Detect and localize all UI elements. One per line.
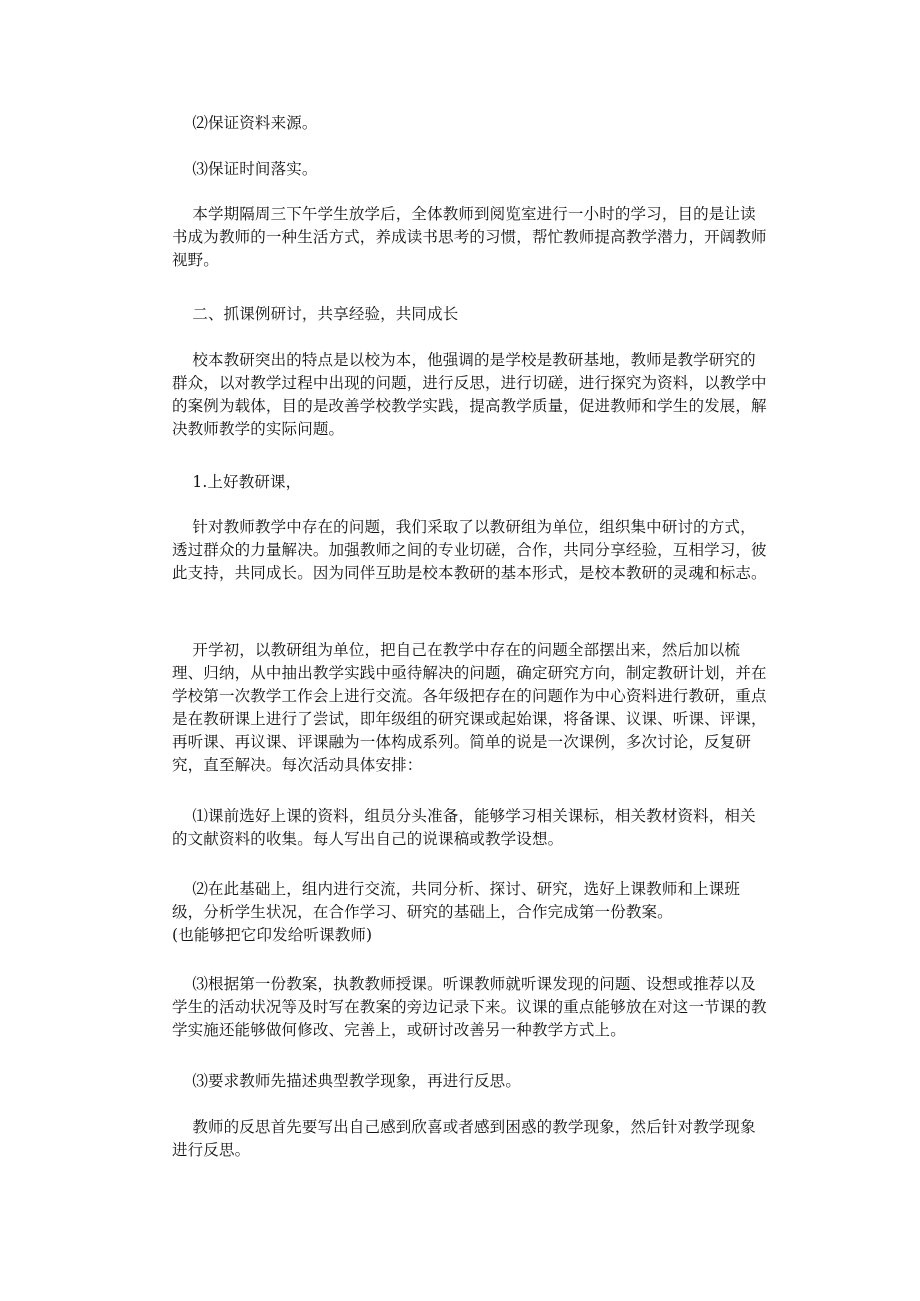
paragraph-time-guarantee: ⑶保证时间落实。	[172, 160, 318, 178]
subheading-research-lesson: 1.上好教研课，	[172, 473, 302, 491]
paragraph-group-discussion: 针对教师教学中存在的问题，我们采取了以教研组为单位，组织集中研讨的方式，透过群众的力量解决。加强教师之间的专业切磋，合作，共同分享经验，互相学习，彼此支持，共同成长。因为同伴互助是校本教研的基本形式，是校本教研的灵魂和标志。	[172, 518, 767, 582]
paragraph-reading-schedule: 本学期隔周三下午学生放学后，全体教师到阅览室进行一小时的学习，目的是让读书成为教师的一种生活方式，养成读书思考的习惯，帮忙教师提高教学潜力，开阔教师视野。	[172, 205, 767, 269]
paragraph-reflection-requirement: ⑶要求教师先描述典型教学现象，再进行反思。	[172, 1072, 521, 1090]
paragraph-step-3: ⑶根据第一份教案，执教教师授课。听课教师就听课发现的问题、设想或推荐以及学生的活动状况等及时写在教案的旁边记录下来。议课的重点能够放在对这一节课的教学实施还能够做何修改、完善上，或研讨改善另一种教学方式上。	[172, 975, 767, 1039]
paragraph-step-2: ⑵在此基础上，组内进行交流，共同分析、探讨、研究，选好上课教师和上课班级，分析学生状况，在合作学习、研究的基础上，合作完成第一份教案。 (也能够把它印发给听课教师)	[172, 880, 741, 944]
paragraph-source-guarantee: ⑵保证资料来源。	[172, 114, 318, 132]
paragraph-teacher-reflection: 教师的反思首先要写出自己感到欣喜或者感到困惑的教学现象，然后针对教学现象进行反思。	[172, 1118, 756, 1159]
paragraph-step-1: ⑴课前选好上课的资料，组员分头准备，能够学习相关课标，相关教材资料，相关的文献资料的收集。每人写出自己的说课稿或教学设想。	[172, 807, 756, 848]
paragraph-school-based-research: 校本教研突出的特点是以校为本，他强调的是学校是教研基地，教师是教学研究的群众，以对教学过程中出现的问题，进行反思，进行切磋，进行探究为资料，以教学中的案例为载体，目的是改善学校教学实践，提高教学质量，促进教师和学生的发展，解决教师教学的实际问题。	[172, 351, 767, 438]
section-heading-lesson-study: 二、抓课例研讨，共享经验，共同成长	[172, 305, 459, 323]
paragraph-semester-start: 开学初，以教研组为单位，把自己在教学中存在的问题全部摆出来，然后加以梳理、归纳，从中抽出教学实践中亟待解决的问题，确定研究方向，制定教研计划，并在学校第一次教学工作会上进行交流。各年级把存在的问题作为中心资料进行教研，重点是在教研课上进行了尝试，即年级组的研究课或起始课，将备课、议课、听课、评课，再听课、再议课、评课融为一体构成系列。简单的说是一次课例，多次讨论，反复研究，直至解决。每次活动具体安排：	[172, 641, 767, 774]
